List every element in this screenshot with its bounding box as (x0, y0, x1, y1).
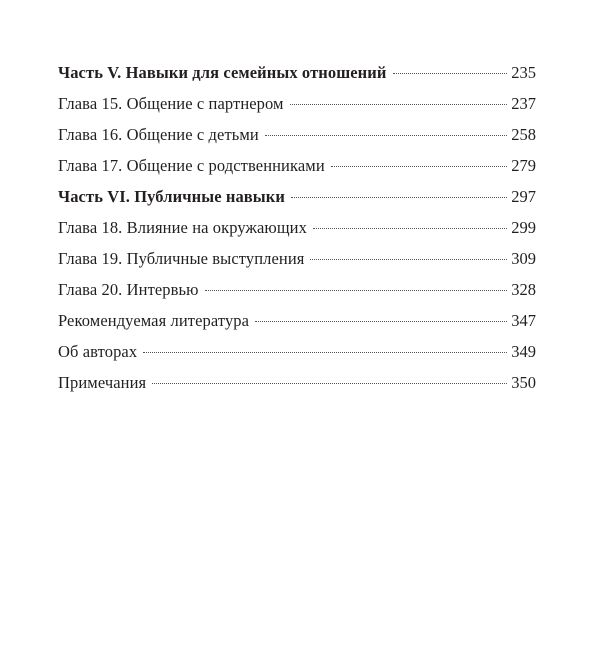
toc-entry-about-authors[interactable] (58, 341, 536, 372)
toc-entry-page-number: 279 (511, 156, 536, 175)
toc-entry-title: Об авторах (58, 342, 138, 361)
dot-leader (291, 197, 507, 198)
toc-entry-chapter-20[interactable] (58, 279, 536, 310)
toc-group-part-5 (58, 62, 536, 186)
toc-entry-page-number: 350 (511, 373, 536, 392)
dot-leader (152, 383, 507, 384)
toc-entry-title: Примечания (58, 373, 147, 392)
toc-entry-chapter-16[interactable] (58, 124, 536, 155)
toc-entry-recommended-reading[interactable] (58, 310, 536, 341)
toc-entry-page-number: 235 (511, 63, 536, 82)
toc-entry-chapter-19[interactable] (58, 248, 536, 279)
toc-entry-title: Глава 18. Влияние на окружающих (58, 218, 307, 237)
toc-entry-notes[interactable] (58, 372, 536, 403)
dot-leader (313, 228, 507, 229)
toc-entry-title: Глава 19. Публичные выступления (58, 249, 305, 268)
toc-entry-chapter-17[interactable] (58, 155, 536, 186)
toc-entry-page-number: 299 (511, 218, 536, 237)
toc-entry-page-number: 349 (511, 342, 536, 361)
dot-leader (331, 166, 508, 167)
table-of-contents (58, 62, 536, 403)
toc-entry-title: Глава 16. Общение с детьми (58, 125, 259, 144)
dot-leader (290, 104, 508, 105)
toc-entry-chapter-18[interactable] (58, 217, 536, 248)
toc-entry-page-number: 328 (511, 280, 536, 299)
toc-entry-page-number: 258 (511, 125, 536, 144)
dot-leader (265, 135, 507, 136)
toc-entry-title: Глава 20. Интервью (58, 280, 199, 299)
toc-entry-page-number: 347 (511, 311, 536, 330)
toc-entry-part-5[interactable] (58, 62, 536, 93)
toc-entry-title: Глава 15. Общение с партнером (58, 94, 284, 113)
toc-entry-page-number: 297 (511, 187, 536, 206)
dot-leader (310, 259, 507, 260)
toc-entry-page-number: 309 (511, 249, 536, 268)
toc-entry-page-number: 237 (511, 94, 536, 113)
toc-entry-chapter-15[interactable] (58, 93, 536, 124)
toc-entry-title: Рекомендуемая литература (58, 311, 250, 330)
toc-group-part-6 (58, 186, 536, 310)
dot-leader (205, 290, 508, 291)
toc-entry-title: Глава 17. Общение с родственниками (58, 156, 325, 175)
toc-entry-part-6[interactable] (58, 186, 536, 217)
dot-leader (393, 73, 508, 74)
dot-leader (143, 352, 507, 353)
toc-entry-title: Часть V. Навыки для семейных отношений (58, 63, 387, 82)
toc-group-back-matter (58, 310, 536, 403)
toc-entry-title: Часть VI. Публичные навыки (58, 187, 286, 206)
dot-leader (255, 321, 507, 322)
